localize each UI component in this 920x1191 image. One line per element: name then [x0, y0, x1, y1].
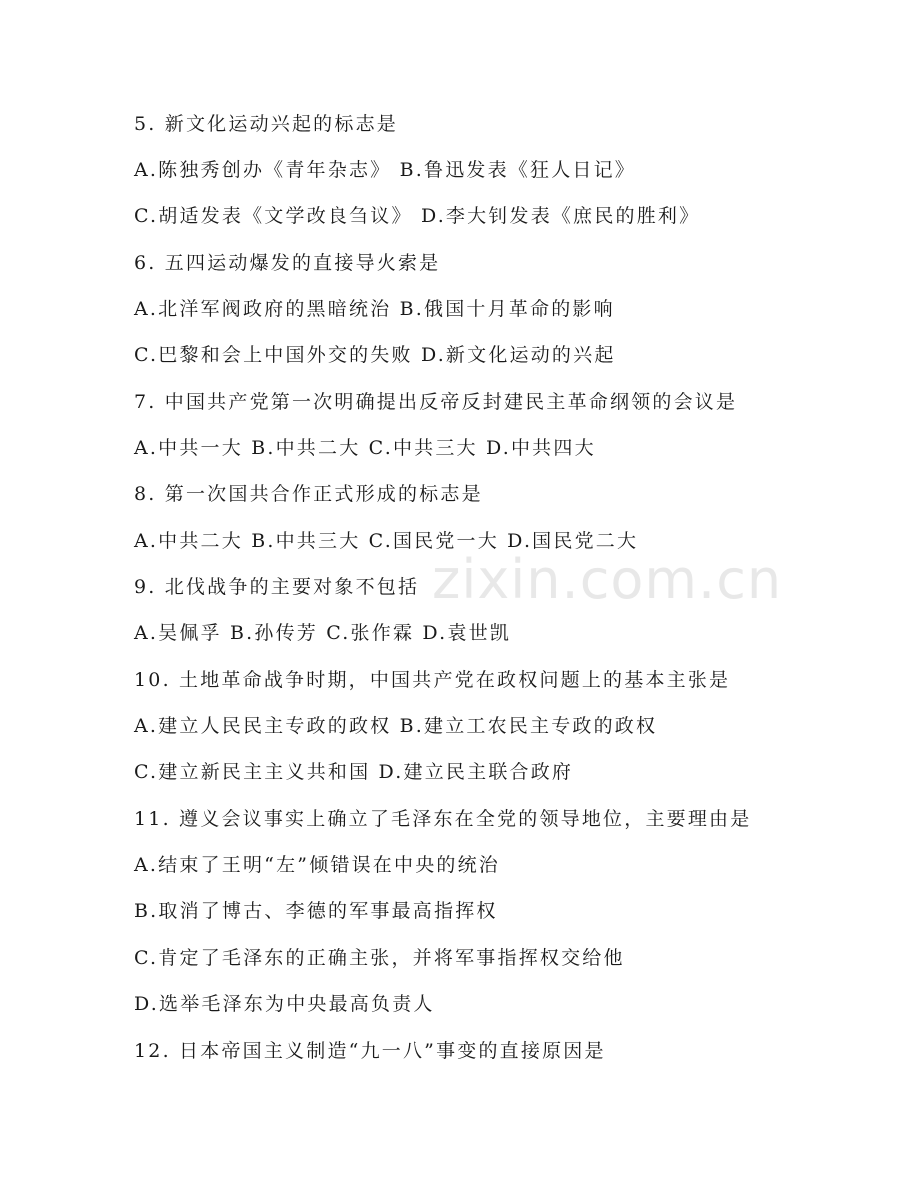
- question-6-options-ab: A.北洋军阀政府的黑暗统治 B.俄国十月革命的影响: [134, 298, 615, 320]
- question-7-options: A.中共一大 B.中共二大 C.中共三大 D.中共四大: [134, 437, 596, 459]
- question-5-options-ab: A.陈独秀创办《青年杂志》 B.鲁迅发表《狂人日记》: [134, 159, 637, 181]
- question-11-option-d: D.选举毛泽东为中央最高负责人: [134, 993, 435, 1015]
- question-5-options-cd: C.胡适发表《文学改良刍议》 D.李大钊发表《庶民的胜利》: [134, 205, 701, 227]
- question-6-options-cd: C.巴黎和会上中国外交的失败 D.新文化运动的兴起: [134, 344, 616, 366]
- question-10-options-cd: C.建立新民主主义共和国 D.建立民主联合政府: [134, 761, 574, 783]
- question-9-options: A.吴佩孚 B.孙传芳 C.张作霖 D.袁世凯: [134, 622, 511, 644]
- question-11-option-a: A.结束了王明“左”倾错误在中央的统治: [134, 854, 500, 876]
- question-12: 12. 日本帝国主义制造“九一八”事变的直接原因是: [134, 1040, 606, 1062]
- question-7: 7. 中国共产党第一次明确提出反帝反封建民主革命纲领的会议是: [134, 391, 738, 413]
- question-5: 5. 新文化运动兴起的标志是: [134, 113, 398, 135]
- question-8: 8. 第一次国共合作正式形成的标志是: [134, 483, 483, 505]
- question-11-option-b: B.取消了博古、李德的军事最高指挥权: [134, 900, 498, 922]
- question-10-options-ab: A.建立人民民主专政的政权 B.建立工农民主专政的政权: [134, 715, 658, 737]
- question-11-option-c: C.肯定了毛泽东的正确主张，并将军事指挥权交给他: [134, 947, 625, 969]
- question-8-options: A.中共二大 B.中共三大 C.国民党一大 D.国民党二大: [134, 530, 639, 552]
- question-9: 9. 北伐战争的主要对象不包括: [134, 576, 420, 598]
- question-11: 11. 遵义会议事实上确立了毛泽东在全党的领导地位，主要理由是: [134, 808, 752, 830]
- question-10: 10. 土地革命战争时期，中国共产党在政权问题上的基本主张是: [134, 669, 731, 691]
- question-6: 6. 五四运动爆发的直接导火索是: [134, 252, 441, 274]
- watermark: zixin.com.cn: [432, 548, 783, 611]
